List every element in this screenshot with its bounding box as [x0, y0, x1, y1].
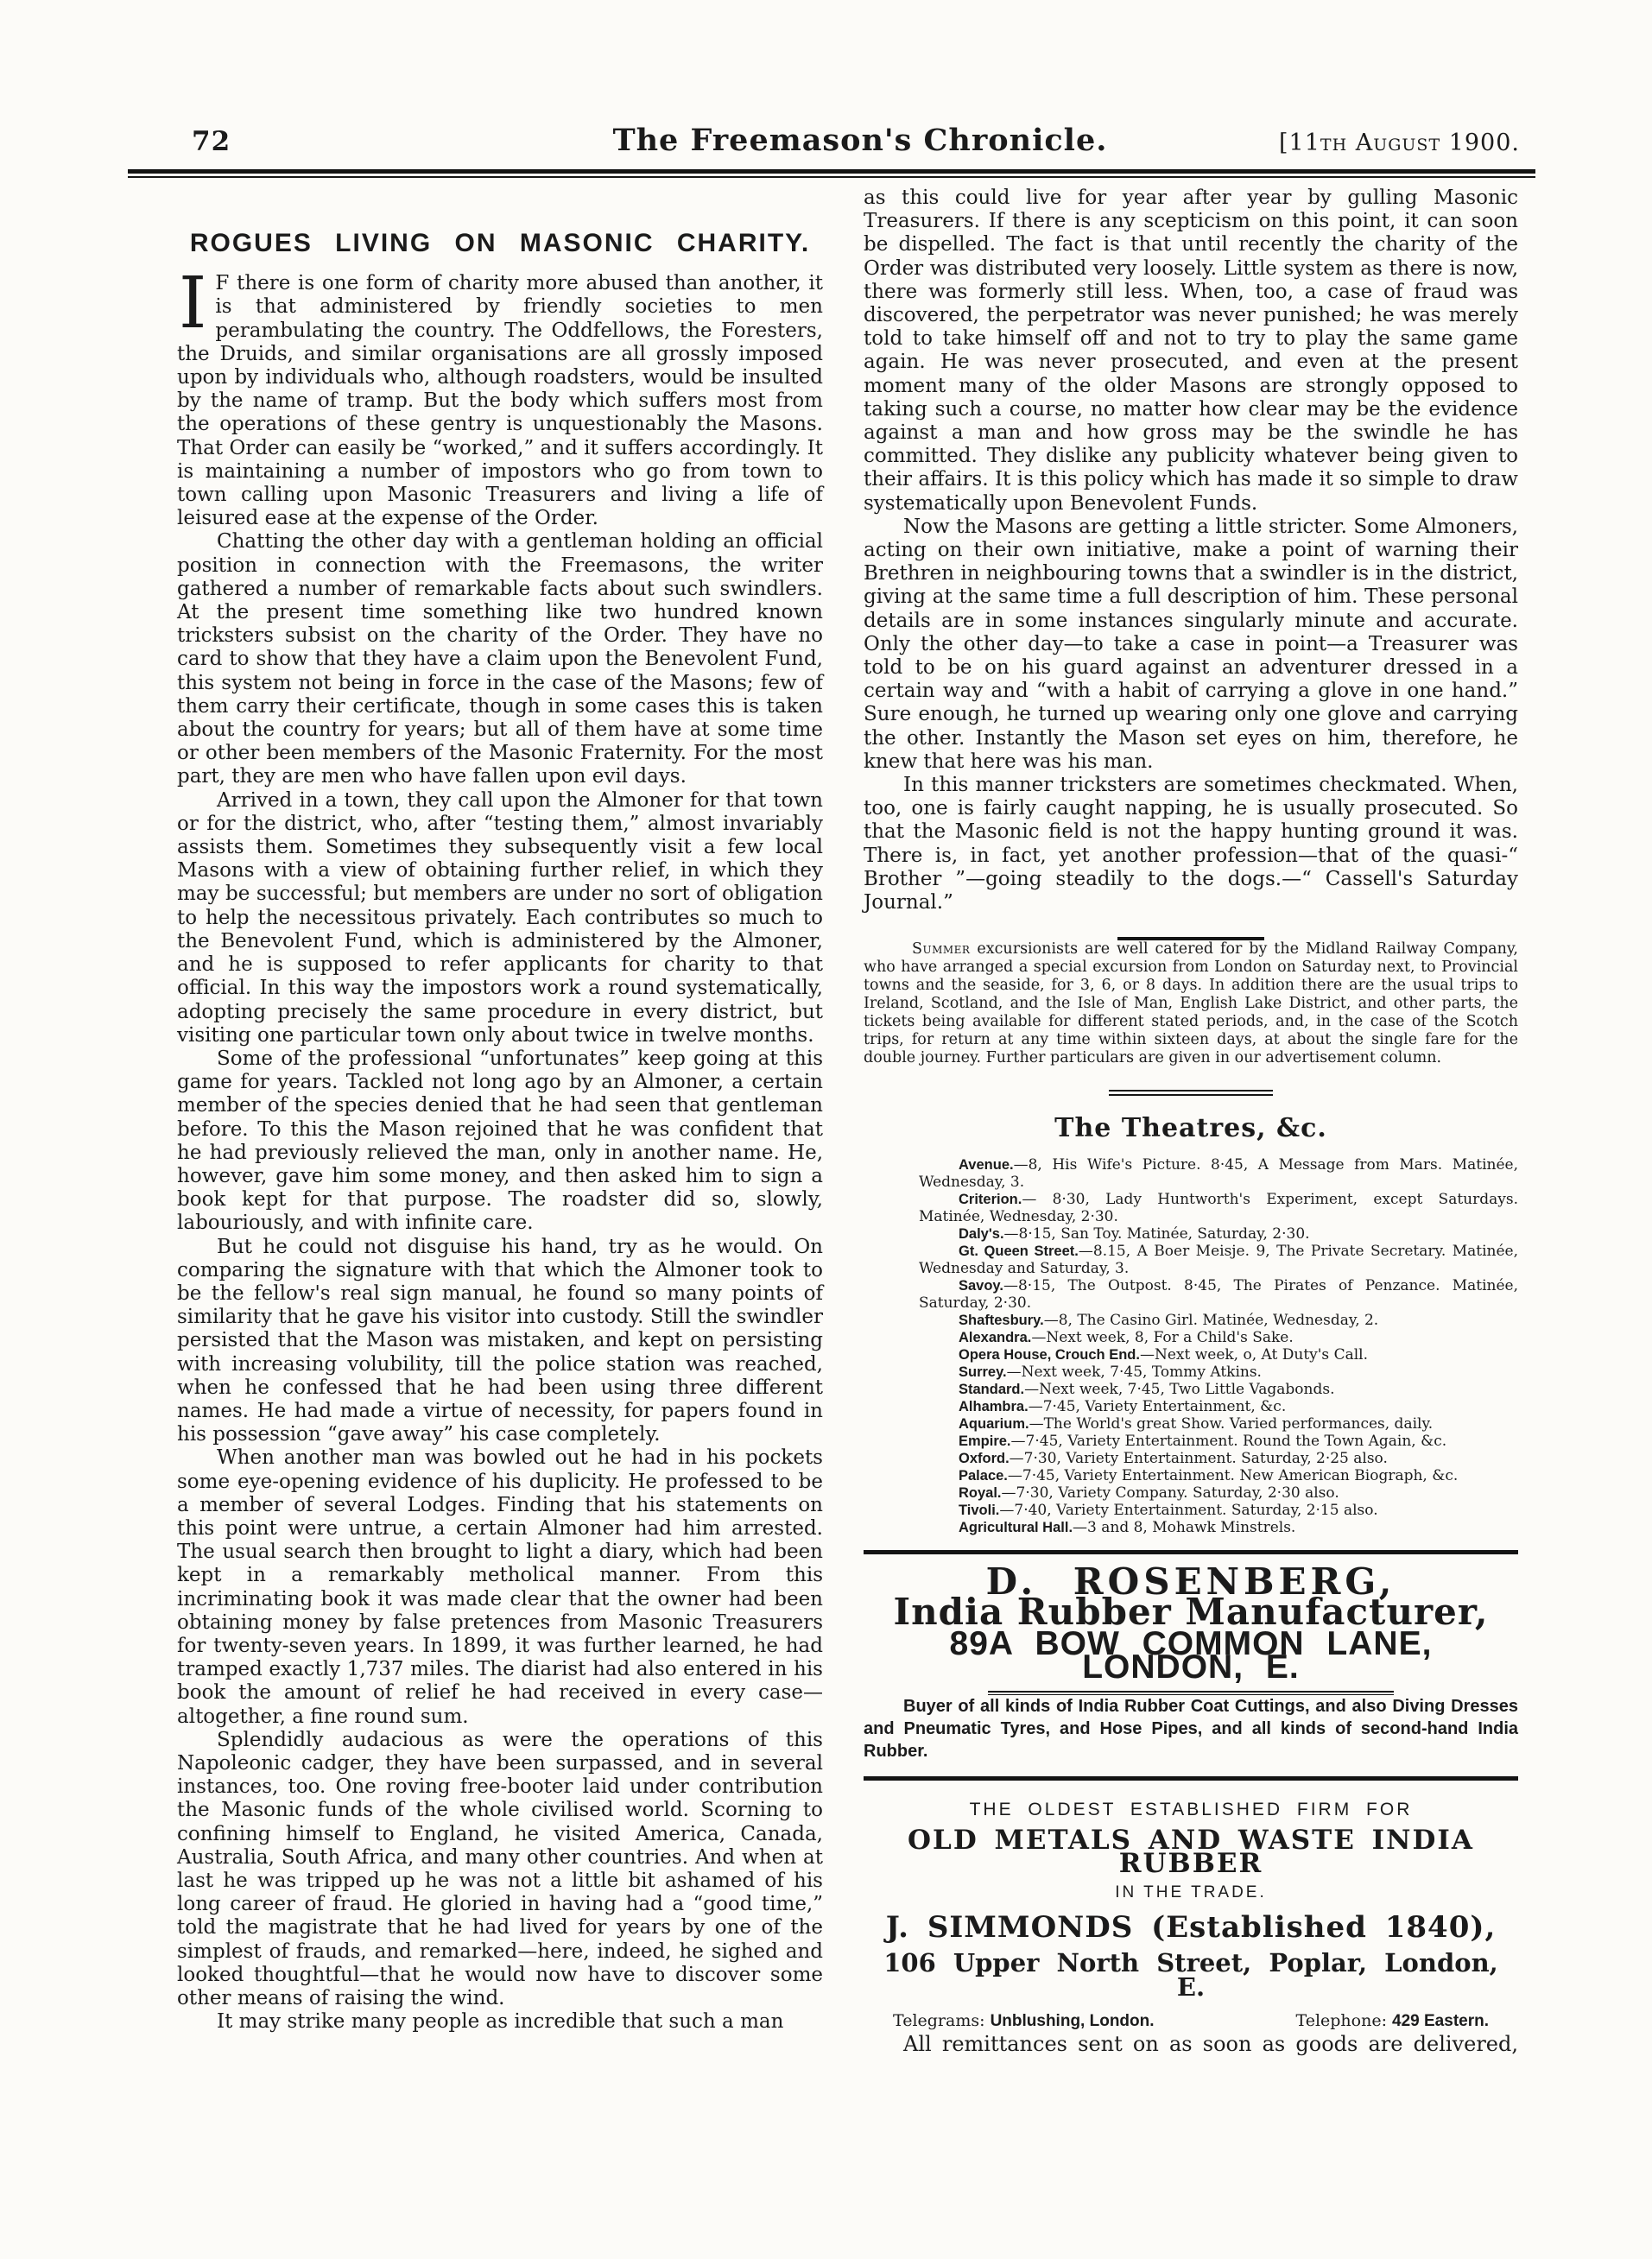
theatre-details: —7·45, Variety Entertainment. New American Biograph, &c.	[1007, 1466, 1459, 1484]
simmonds-name: J. SIMMONDS (Established 1840),	[885, 1910, 1497, 1946]
page-number: 72	[192, 126, 231, 157]
theatre-details: —Next week, 7·45, Two Little Vagabonds.	[1024, 1380, 1335, 1398]
article-column-right	[864, 187, 1518, 2056]
theatre-venue: Gt. Queen Street.	[959, 1243, 1079, 1259]
telegrams-label: Telegrams:	[893, 2010, 985, 2030]
theatre-details: — 8·30, Lady Huntworth's Experiment, except Saturdays. Matinée, Wednesday, 2·30.	[919, 1190, 1518, 1225]
theatre-venue: Criterion.	[959, 1191, 1022, 1207]
theatre-details: —Next week, 8, For a Child's Sake.	[1031, 1328, 1294, 1346]
section-divider	[1109, 1090, 1273, 1096]
rosenberg-ad	[864, 1560, 1518, 1763]
theatre-details: —Next week, o, At Duty's Call.	[1139, 1345, 1368, 1364]
theatre-details: —7·40, Variety Entertainment. Saturday, 2·15 also.	[999, 1501, 1378, 1519]
theatre-details: —8, The Casino Girl. Matinée, Wednesday, 2.	[1043, 1311, 1379, 1329]
theatre-details: —7·45, Variety Entertainment, &c.	[1028, 1397, 1287, 1415]
theatre-details: —8.15, A Boer Meisje. 9, The Private Secretary. Matinée, Wednesday and Saturday, 3.	[919, 1242, 1518, 1277]
simmonds-telegrams	[893, 2009, 1155, 2033]
theatre-venue: Palace.	[959, 1467, 1008, 1484]
news-note-lead: Summer	[912, 940, 971, 959]
theatre-listings	[864, 1156, 1518, 1536]
simmonds-intro: THE OLDEST ESTABLISHED FIRM FOR	[969, 1800, 1413, 1820]
article-title: ROGUES LIVING ON MASONIC CHARITY.	[189, 229, 811, 257]
theatre-venue: Surrey.	[959, 1364, 1007, 1380]
article-lead-paragraph	[177, 263, 823, 530]
theatre-venue: Aquarium.	[959, 1415, 1029, 1432]
theatre-listing-row	[864, 1381, 1518, 1398]
theatre-details: —7·45, Variety Entertainment. Round the Town Again, &c.	[1010, 1432, 1447, 1450]
rosenberg-name: D. ROSENBERG,	[985, 1560, 1396, 1603]
telephone-value: 429 Eastern.	[1392, 2011, 1489, 2030]
theatre-listing-row	[864, 1346, 1518, 1364]
theatre-listing-row	[864, 1329, 1518, 1346]
theatre-venue: Empire.	[959, 1433, 1011, 1449]
rosenberg-tagline: India Rubber Manufacturer,	[893, 1590, 1489, 1633]
theatre-venue: Tivoli.	[959, 1502, 1000, 1518]
theatre-venue: Daly's.	[959, 1225, 1004, 1242]
theatre-venue: Oxford.	[959, 1450, 1010, 1466]
theatre-venue: Opera House, Crouch End.	[959, 1346, 1140, 1363]
theatre-venue: Alhambra.	[959, 1398, 1029, 1414]
simmonds-ad	[864, 1798, 1518, 2056]
news-note-text: excursionists are well catered for by the Midland Railway Company, who have arranged a special excursion from London on Saturday next, to Provincial towns and the seaside, for 3, 6, or 8 days. In addition there are the usual trips to Ireland, Scotland, and the Isle of Man, English Lake District, and other parts, the tickets being available for different stated periods, and, in the case of the Scotch trips, for return at any time within sixteen days, at about the single fare for the double journey. Further particulars are given in our advertisement column.	[864, 940, 1518, 1067]
theatre-venue: Alexandra.	[959, 1329, 1032, 1345]
theatre-venue: Agricultural Hall.	[959, 1519, 1073, 1535]
article-paragraph: Some of the professional “unfortunates” keep going at this game for years. Tackled not long ago by an Almoner, a certain member of the species denied that he had seen that gentleman before. To this the Mason rejoined that he was confident that he had previously relieved the man, only in another name. He, however, gave him some money, and then asked him to sign a book kept for that purpose. The roadster did so, slowly, labouriously, and with infinite care.	[177, 1047, 823, 1235]
simmonds-headline: OLD METALS AND WASTE INDIA RUBBER	[908, 1824, 1474, 1879]
theatre-listing-row	[864, 1519, 1518, 1536]
theatre-venue: Shaftesbury.	[959, 1312, 1044, 1328]
news-note	[864, 940, 1518, 1067]
drop-cap: I	[179, 263, 207, 345]
header-rule	[128, 169, 1535, 178]
simmonds-footer: All remittances sent on as soon as goods are delivered,	[903, 2031, 1518, 2056]
article-paragraph: In this manner tricksters are sometimes checkmated. When, too, one is fairly caught napping, he is usually prosecuted. So that the Masonic field is not the happy hunting ground it was. There is, in fact, yet another profession—that of the quasi-“ Brother ”—going steadily to the dogs.—“ Cassell's Saturday Journal.”	[864, 774, 1518, 914]
theatres-section-title: The Theatres, &c.	[1054, 1113, 1327, 1144]
theatre-listing-row	[864, 1312, 1518, 1329]
article-lead-text: F there is one form of charity more abused than another, it is that administered by friendly societies to men perambulating the country. The Oddfellows, the Foresters, the Druids, and similar organisations are all grossly imposed upon by individuals who, although roadsters, would be insulted by the name of tramp. But the body which suffers most from the operations of these gentry is unquestionably the Masons. That Order can easily be “worked,” and it suffers accordingly. It is maintaining a number of impostors who go from town to town calling upon Masonic Treasurers and living a life of leisured ease at the expense of the Order.	[177, 272, 823, 530]
article-paragraph: But he could not disguise his hand, try as he would. On comparing the signature with that which the Almoner took to be the fellow's real sign manual, he found so many points of similarity that he gave his visitor into custody. Still the swindler persisted that the Mason was mistaken, and kept on persisting with increasing volubility, till the police station was reached, when he confessed that he had been using three different names. He had made a virtue of necessity, for papers found in his possession “gave away” his case completely.	[177, 1235, 823, 1446]
theatre-listing-row	[864, 1225, 1518, 1243]
telephone-label: Telephone:	[1295, 2010, 1387, 2030]
article-paragraph: Splendidly audacious as were the operations of this Napoleonic cadger, they have been surpassed, and in several instances, too. One roving free-booter laid under contribution the Masonic funds of the whole civilised world. Scorning to confining himself to England, he visited America, Canada, Australia, South Africa, and many other countries. And when at last he was tripped up he was not a little bit ashamed of his long career of fraud. He gloried in having had a “good time,” told the magistrate that he had lived for years by one of the simplest of frauds, and remarked—here, indeed, he sighed and looked thoughtful—that he would now have to discover some other means of raising the wind.	[177, 1728, 823, 2010]
masthead-title: The Freemason's Chronicle.	[612, 123, 1108, 158]
ad-rule	[864, 1550, 1518, 1554]
theatre-details: —8·15, San Toy. Matinée, Saturday, 2·30.	[1003, 1224, 1310, 1243]
article-paragraph: It may strike many people as incredible that such a man	[217, 2010, 784, 2034]
article-paragraph: Chatting the other day with a gentleman holding an official position in connection with the Freemasons, the writer gathered a number of remarkable facts about such swindlers. At the present time something like two hundred known tricksters subsist on the charity of the Order. They have no card to show that they have a claim upon the Benevolent Fund, this system not being in force in the case of the Masons; few of them carry their certificate, though in some cases this is taken about the country for years; but all of them have at some time or other been members of the Masonic Fraternity. For the most part, they are men who have fallen upon evil days.	[177, 530, 823, 788]
simmonds-sub: IN THE TRADE.	[1115, 1882, 1267, 1901]
rosenberg-address: 89A BOW COMMON LANE, LONDON, E.	[949, 1624, 1433, 1686]
theatre-venue: Standard.	[959, 1381, 1025, 1397]
simmonds-telephone	[1296, 2009, 1490, 2033]
article-paragraph: Arrived in a town, they call upon the Almoner for that town or for the district, who, after “testing them,” almost invariably assists them. Sometimes they subsequently visit a few local Masons with a view of obtaining further relief, in which they may be successful; but members are under no sort of obligation to help the necessitous privately. Each contributes so much to the Benevolent Fund, which is administered by the Almoner, and he is supposed to refer applicants for charity to that official. In this way the impostors work a round systematically, adopting precisely the same procedure in every district, but visiting one particular town only about twice in twelve months.	[177, 788, 823, 1047]
theatre-venue: Savoy.	[959, 1277, 1003, 1294]
theatre-listing-row	[864, 1156, 1518, 1191]
simmonds-contact-row	[864, 2009, 1518, 2033]
simmonds-address: 106 Upper North Street, Poplar, London, E.	[883, 1948, 1498, 2002]
theatre-listing-row	[864, 1415, 1518, 1433]
ad-rule	[864, 1776, 1518, 1781]
theatre-listing-row	[864, 1243, 1518, 1277]
theatre-listing-row	[864, 1433, 1518, 1450]
article-paragraph: as this could live for year after year by gulling Masonic Treasurers. If there is any scepticism on this point, it can soon be dispelled. The fact is that until recently the charity of the Order was distributed very loosely. Little system as there is now, there was formerly still less. When, too, a case of fraud was discovered, the perpetrator was never punished; he was merely told to take himself off and not to try to play the same game again. He was never prosecuted, and even at the present moment many of the older Masons are strongly opposed to taking such a course, no matter how clear may be the evidence against a man and how gross may be the swindle he has committed. They dislike any publicity whatever being given to their affairs. It is this policy which has made it so simple to draw systematically upon Benevolent Funds.	[864, 187, 1518, 515]
theatre-details: —7·30, Variety Entertainment. Saturday, 2·25 also.	[1009, 1449, 1388, 1467]
theatre-listing-row	[864, 1467, 1518, 1484]
theatre-listing-row	[864, 1398, 1518, 1415]
article-paragraph: When another man was bowled out he had in his pockets some eye-opening evidence of his duplicity. He professed to be a member of several Lodges. Finding that his statements on this point were untrue, a certain Almoner had him arrested. The usual search then brought to light a diary, which had been kept in a remarkably metholical manner. From this incriminating book it was made clear that the owner had been obtaining money by false pretences from Masonic Treasurers for twenty-seven years. In 1899, it was further learned, he had tramped exactly 1,737 miles. The diarist had also entered in his book the amount of relief he had received in every case—altogether, a fine round sum.	[177, 1446, 823, 1728]
telegrams-value: Unblushing, London.	[990, 2011, 1155, 2030]
rosenberg-body: Buyer of all kinds of India Rubber Coat Cuttings, and also Diving Dresses and Pneumatic Tyres, and Hose Pipes, and all kinds of second-hand India Rubber.	[864, 1697, 1518, 1762]
issue-date: [11th August 1900.	[1279, 130, 1520, 156]
theatre-listing-row	[864, 1191, 1518, 1225]
theatre-listing-row	[864, 1502, 1518, 1519]
theatre-details: —Next week, 7·45, Tommy Atkins.	[1006, 1363, 1262, 1381]
theatre-listing-row	[864, 1450, 1518, 1467]
theatre-details: —3 and 8, Mohawk Minstrels.	[1073, 1518, 1296, 1536]
theatre-listing-row	[864, 1277, 1518, 1312]
article-paragraph: Now the Masons are getting a little stricter. Some Almoners, acting on their own initiative, make a point of warning their Brethren in neighbouring towns that a swindler is in the district, giving at the same time a full description of him. These personal details are in some instances singularly minute and accurate. Only the other day—to take a case in point—a Treasurer was told to be on his guard against an adventurer dressed in a certain way and “with a habit of carrying a glove in one hand.” Sure enough, he turned up wearing only one glove and carrying the other. Instantly the Mason set eyes on him, therefore, he knew that here was his man.	[864, 515, 1518, 773]
theatre-venue: Royal.	[959, 1484, 1002, 1501]
theatre-listing-row	[864, 1364, 1518, 1381]
theatre-details: —8·15, The Outpost. 8·45, The Pirates of Penzance. Matinée, Saturday, 2·30.	[919, 1276, 1518, 1312]
article-column-left	[177, 231, 823, 2034]
theatre-venue: Avenue.	[959, 1156, 1014, 1173]
theatre-listing-row	[864, 1484, 1518, 1502]
theatre-details: —The World's great Show. Varied performances, daily.	[1029, 1414, 1434, 1433]
theatre-details: —7·30, Variety Company. Saturday, 2·30 also.	[1001, 1484, 1339, 1502]
theatre-details: —8, His Wife's Picture. 8·45, A Message from Mars. Matinée, Wednesday, 3.	[919, 1155, 1518, 1191]
